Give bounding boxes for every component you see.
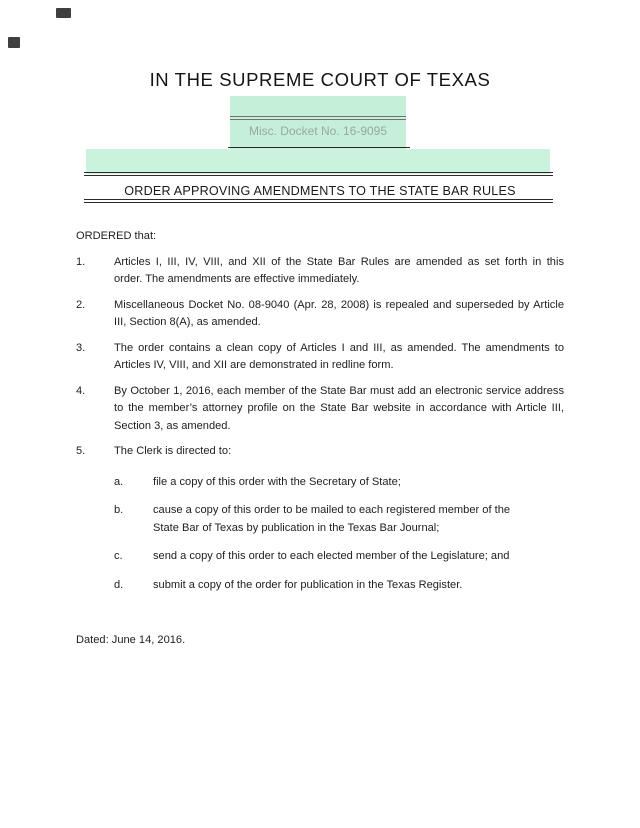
order-title: ORDER APPROVING AMENDMENTS TO THE STATE BAR RULES xyxy=(124,184,516,198)
item-text-line: By October 1, 2016, each member of the State Bar must add an electronic service address xyxy=(114,384,564,397)
order-item-3 xyxy=(76,340,564,375)
directive-text-line: send a copy of this order to each elected member of the Legislature; and xyxy=(153,550,510,562)
directive-text xyxy=(153,502,519,537)
item-text-line: order. The amendments are effective immediately. xyxy=(114,273,360,285)
order-body xyxy=(76,228,564,650)
directive-letter: a. xyxy=(114,475,124,488)
scan-artifact-mark xyxy=(8,37,20,48)
item-text xyxy=(114,383,564,436)
order-item-4 xyxy=(76,383,564,436)
directive-text xyxy=(153,548,519,566)
item-number: 1. xyxy=(76,255,86,268)
scan-artifact-mark xyxy=(56,8,71,18)
directive-letter: c. xyxy=(114,550,123,562)
directive-text xyxy=(153,577,519,595)
item-text-line: to the member’s attorney profile on the State Bar website in accordance with Article III, xyxy=(114,402,564,414)
item-text xyxy=(114,443,564,461)
clerk-directive-b xyxy=(114,502,564,537)
item-text-line: Section 3, as amended. xyxy=(114,419,231,432)
ordered-intro: ORDERED that: xyxy=(76,230,157,242)
docket-number-highlight-box xyxy=(230,96,406,151)
item-text xyxy=(114,297,564,332)
directive-text xyxy=(153,474,519,492)
dated-line: Dated: June 14, 2016. xyxy=(76,634,186,646)
item-text-line: Miscellaneous Docket No. 08-9040 (Apr. 28, 2008) is repealed and superseded by Article xyxy=(114,298,564,311)
docket-top-double-rule xyxy=(230,116,406,120)
item-number: 5. xyxy=(76,445,86,457)
item-text-line: The order contains a clean copy of Articles I and III, as amended. The amendments to xyxy=(114,341,564,354)
directive-text-line: file a copy of this order with the Secretary of State; xyxy=(153,475,401,488)
directive-text-line: submit a copy of the order for publication in the Texas Register. xyxy=(153,578,463,591)
clerk-directive-d xyxy=(114,577,564,595)
directive-letter: d. xyxy=(114,578,124,591)
item-text-line: Articles IV, VIII, and XII are demonstrated in redline form. xyxy=(114,359,394,371)
clerk-directives-list xyxy=(114,474,564,595)
item-text-line: The Clerk is directed to: xyxy=(114,445,232,457)
item-text-line: Articles I, III, IV, VIII, and XII of the State Bar Rules are amended as set forth in this xyxy=(114,255,564,268)
item-number: 3. xyxy=(76,341,86,354)
order-item-5 xyxy=(76,443,564,461)
order-title-bottom-double-rule xyxy=(84,199,553,203)
item-number: 2. xyxy=(76,298,86,311)
court-title: IN THE SUPREME COURT OF TEXAS xyxy=(149,69,491,90)
directive-text-line: cause a copy of this order to be mailed to each registered member of the xyxy=(153,504,511,516)
item-text xyxy=(114,340,564,375)
docket-number: Misc. Docket No. 16-9095 xyxy=(248,124,388,138)
directive-text-line: State Bar of Texas by publication in the Texas Bar Journal; xyxy=(153,521,440,534)
order-item-2 xyxy=(76,297,564,332)
order-title-top-double-rule xyxy=(84,172,553,176)
clerk-directive-a xyxy=(114,474,564,492)
item-number: 4. xyxy=(76,384,86,397)
directive-letter: b. xyxy=(114,504,124,516)
item-text xyxy=(114,254,564,289)
order-item-1 xyxy=(76,254,564,289)
clerk-directive-c xyxy=(114,548,564,566)
item-text-line: III, Section 8(A), as amended. xyxy=(114,316,261,328)
order-title-highlight-bar xyxy=(86,149,550,174)
